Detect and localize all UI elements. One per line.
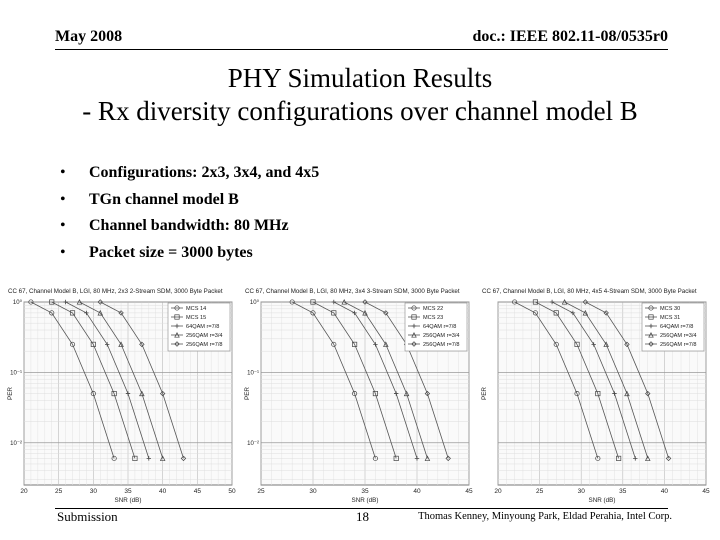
y-tick-label: 10⁰ bbox=[12, 300, 22, 306]
slide-header bbox=[55, 28, 668, 50]
y-tick-label: 10⁰ bbox=[249, 300, 259, 306]
legend-label: 256QAM r=7/8 bbox=[660, 342, 697, 348]
y-axis-label: PER bbox=[7, 387, 14, 400]
legend-label: 256QAM r=3/4 bbox=[660, 333, 697, 339]
x-tick-label: 25 bbox=[535, 488, 544, 495]
chart-title: CC 67, Channel Model B, LGI, 80 MHz, 2x3 2-Stream SDM, 3000 Byte Packet bbox=[8, 288, 223, 295]
chart-title: CC 67, Channel Model B, LGI, 80 MHz, 3x4 3-Stream SDM, 3000 Byte Packet bbox=[245, 288, 460, 295]
x-tick-label: 40 bbox=[159, 488, 167, 495]
x-tick-label: 30 bbox=[577, 488, 585, 495]
bullet-dot-icon: • bbox=[60, 164, 66, 181]
bullet-list bbox=[60, 160, 319, 266]
header-rule bbox=[55, 49, 668, 50]
legend-label: MCS 23 bbox=[423, 315, 444, 321]
x-tick-label: 50 bbox=[228, 488, 236, 495]
y-axis-label: PER bbox=[244, 387, 251, 400]
bullet-item bbox=[60, 213, 319, 240]
bullet-dot-icon: • bbox=[60, 190, 66, 208]
per-plot-4x5-svg bbox=[480, 282, 715, 504]
x-tick-label: 40 bbox=[660, 488, 669, 495]
footer-page-number: 18 bbox=[356, 509, 369, 524]
title-line-1: PHY Simulation Results bbox=[227, 63, 493, 93]
x-tick-label: 20 bbox=[20, 488, 28, 495]
legend-label: MCS 22 bbox=[423, 306, 444, 312]
bullet-text: TGn channel model B bbox=[89, 190, 239, 208]
x-tick-label: 45 bbox=[193, 488, 201, 495]
x-tick-label: 45 bbox=[702, 488, 710, 495]
bullet-text: Configurations: 2x3, 3x4, and 4x5 bbox=[89, 164, 320, 181]
slide-title bbox=[20, 62, 700, 128]
legend bbox=[642, 303, 704, 351]
legend-label: MCS 31 bbox=[660, 315, 681, 321]
x-tick-label: 25 bbox=[257, 488, 265, 495]
x-tick-label: 30 bbox=[89, 488, 97, 495]
legend-label: MCS 15 bbox=[186, 315, 207, 321]
x-tick-label: 30 bbox=[309, 488, 317, 495]
legend-label: 256QAM r=3/4 bbox=[186, 333, 223, 339]
legend-label: 64QAM r=7/8 bbox=[423, 324, 457, 330]
bullet-item bbox=[60, 187, 319, 214]
y-tick-label: 10⁻¹ bbox=[10, 370, 22, 377]
x-tick-label: 20 bbox=[494, 488, 502, 495]
bullet-item bbox=[60, 240, 319, 267]
bullet-item bbox=[60, 160, 319, 187]
x-tick-label: 40 bbox=[413, 488, 421, 495]
bullet-dot-icon: • bbox=[60, 243, 66, 261]
x-axis-label: SNR (dB) bbox=[114, 497, 142, 504]
header-doc-id: doc.: IEEE 802.11-08/0535r0 bbox=[472, 28, 668, 45]
footer-submission: Submission bbox=[57, 509, 118, 524]
x-tick-label: 35 bbox=[124, 488, 132, 495]
bullet-dot-icon: • bbox=[60, 217, 66, 234]
per-plot-2x3 bbox=[6, 282, 241, 504]
y-tick-label: 10⁻¹ bbox=[247, 370, 259, 377]
x-tick-label: 35 bbox=[619, 488, 627, 495]
per-plot-2x3-svg bbox=[6, 282, 241, 504]
legend-label: 256QAM r=3/4 bbox=[423, 333, 460, 339]
x-axis-label: SNR (dB) bbox=[588, 497, 616, 504]
per-plot-3x4 bbox=[243, 282, 478, 504]
legend bbox=[168, 303, 230, 351]
per-plot-3x4-svg bbox=[243, 282, 478, 504]
legend-label: 256QAM r=7/8 bbox=[423, 342, 460, 348]
legend-label: 256QAM r=7/8 bbox=[186, 342, 223, 348]
bullet-text: Packet size = 3000 bytes bbox=[89, 243, 253, 261]
x-tick-label: 45 bbox=[465, 488, 473, 495]
legend-label: MCS 30 bbox=[660, 306, 681, 312]
header-date: May 2008 bbox=[55, 28, 123, 45]
legend-label: MCS 14 bbox=[186, 306, 207, 312]
title-line-2: - Rx diversity configurations over channel model B bbox=[82, 96, 638, 126]
legend bbox=[405, 303, 467, 351]
y-tick-label: 10⁻² bbox=[247, 440, 259, 447]
chart-title: CC 67, Channel Model B, LGI, 80 MHz, 4x5 4-Stream SDM, 3000 Byte Packet bbox=[482, 288, 697, 295]
bullet-text: Channel bandwidth: 80 MHz bbox=[89, 217, 289, 234]
y-tick-label: 10⁻² bbox=[10, 440, 22, 447]
legend-label: 64QAM r=7/8 bbox=[660, 324, 694, 330]
x-tick-label: 25 bbox=[55, 488, 63, 495]
x-tick-label: 35 bbox=[361, 488, 369, 495]
legend-label: 64QAM r=7/8 bbox=[186, 324, 220, 330]
x-axis-label: SNR (dB) bbox=[351, 497, 379, 504]
footer-authors: Thomas Kenney, Minyoung Park, Eldad Perahia, Intel Corp. bbox=[418, 511, 672, 522]
per-plot-4x5 bbox=[480, 282, 715, 504]
y-axis-label: PER bbox=[481, 387, 488, 400]
